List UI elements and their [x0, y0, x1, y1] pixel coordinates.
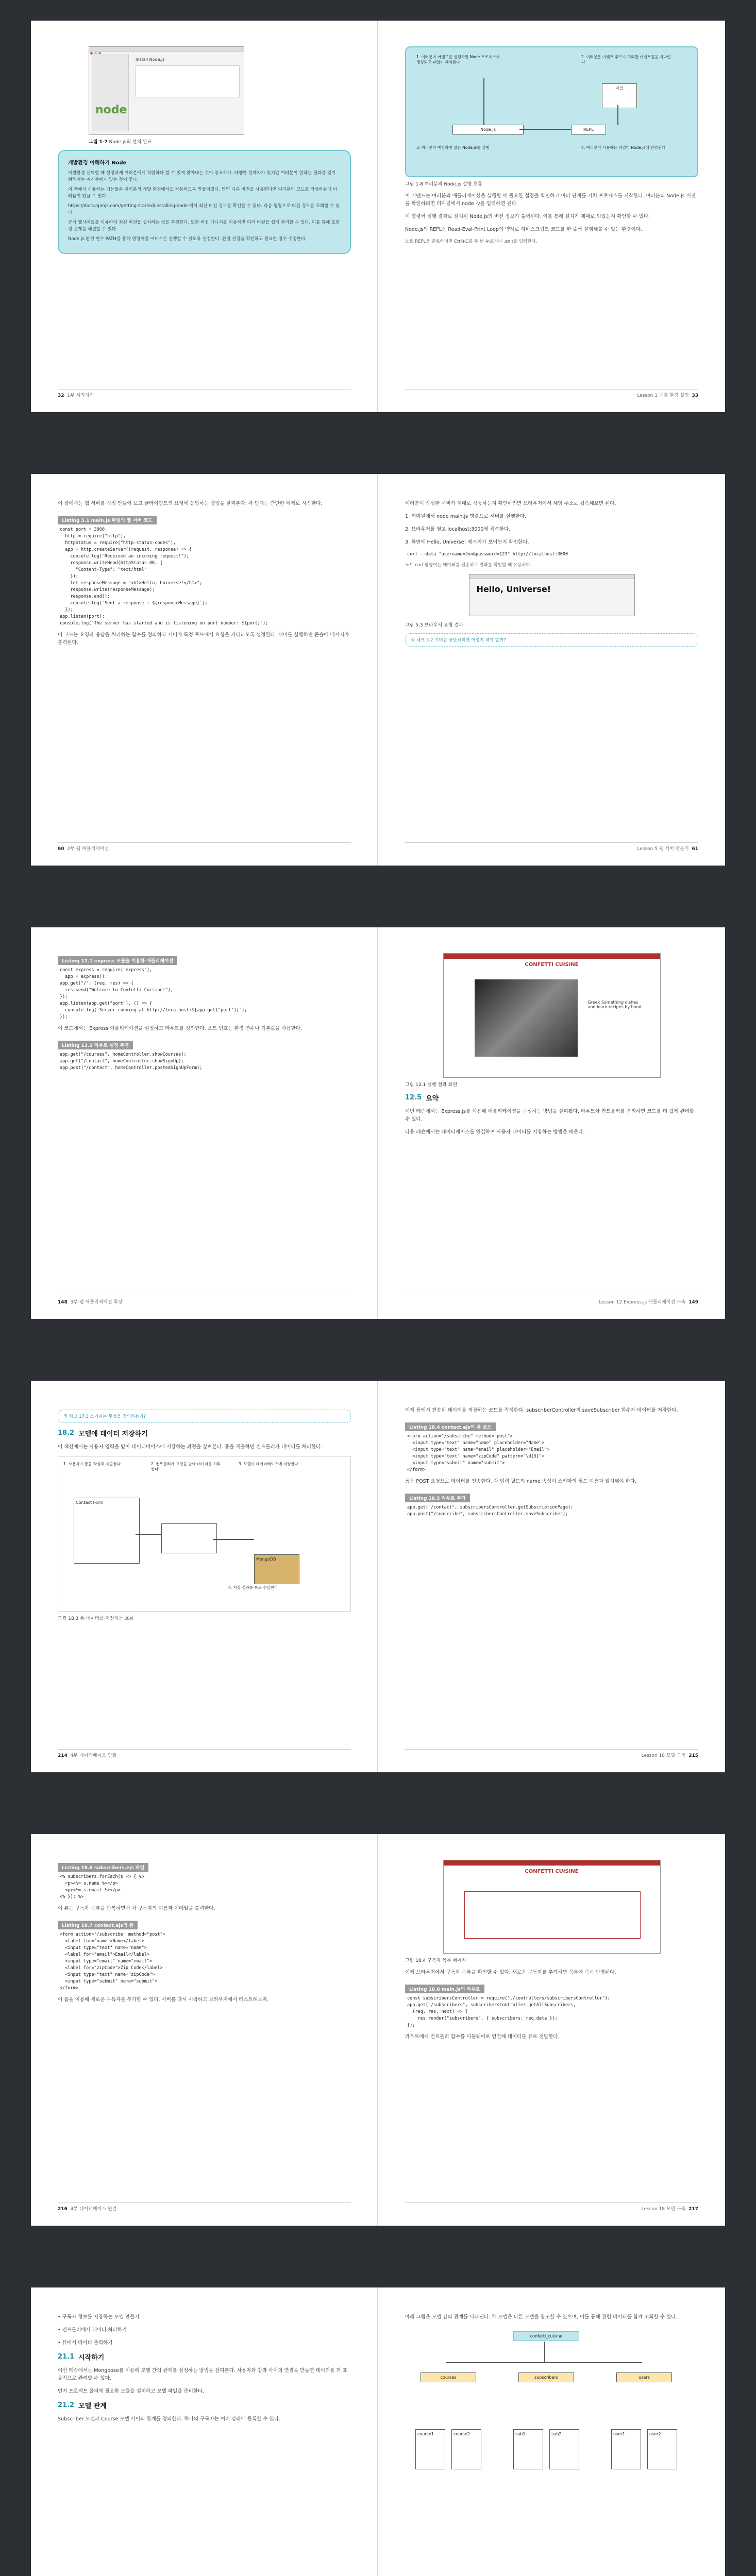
page-footer: [405, 842, 698, 852]
listing-header: [405, 1494, 470, 1502]
listing-title: 라우트 설정 추가: [94, 1043, 129, 1048]
code-listing: const subscribersController = require("./controllers/subscribersController"); app.get("/subscribers", subscribersController.getAllSubscribers, (req, res, next) => { res.render("subscribers", { subscribers: req.data }); });: [407, 1996, 611, 2028]
diagram-step-1: 1. 여러분이 커맨드를 실행하면 Node 프로세스가 생성되고 파일이 해석된다: [416, 55, 500, 64]
section-number: 12.5: [405, 1094, 422, 1101]
page-number: 61: [692, 846, 698, 852]
body-paragraph: 이 코드는 요청과 응답을 처리하는 함수를 정의하고 서버가 특정 포트에서 요청을 기다리도록 설정한다. 서버를 실행하면 콘솔에 메시지가 출력된다.: [58, 632, 349, 646]
installer-title: Install Node.js: [136, 57, 165, 62]
listing-header: [405, 1985, 484, 1993]
page-252: [31, 2287, 378, 2576]
diagram-step-3: 3. 여러분이 예상하지 않은 Node.js를 실행: [416, 145, 490, 150]
execution-diagram: [405, 46, 698, 177]
running-head: 3부 웹 애플리케이션 확장: [70, 1300, 123, 1305]
listing-label: Listing 12.2: [62, 1043, 93, 1048]
code-listing: app.get("/contact", subscribersController.getSubscriptionPage); app.post("/subscribe", subscribersController.saveSubscriber);: [407, 1505, 574, 1517]
section-title: 시작하기: [78, 2354, 105, 2362]
diagram-box-repl: REPL: [571, 125, 606, 134]
bullet-text: 뷰에서 데이터 출력하기: [62, 2340, 113, 2346]
step-item: 3. 화면에 Hello, Universe! 메시지가 보이는지 확인한다.: [405, 539, 529, 545]
body-paragraph: 이제 브라우저에서 구독자 목록을 확인할 수 있다. 새로운 구독자를 추가하면 목록에 즉시 반영된다.: [405, 1970, 616, 1975]
section-number: 18.2: [58, 1429, 75, 1437]
diagram-db: MongoDB: [254, 1554, 299, 1584]
page-214: [31, 1381, 378, 1772]
section-title: 모델에 데이터 저장하기: [78, 1430, 148, 1438]
tree-leaf: course2: [451, 2429, 481, 2469]
page-216: [31, 1834, 378, 2226]
bullet-item: • 컨트롤러에서 데이터 처리하기: [58, 2327, 127, 2333]
running-head: 1부 시작하기: [67, 393, 94, 398]
note: 노트 curl 명령어는 데이터를 전송하고 결과를 확인할 때 유용하다.: [405, 563, 532, 568]
page-number: 216: [58, 2207, 68, 2212]
info-box: [58, 150, 351, 254]
listing-title: subscribers.ejs 파일: [94, 1866, 145, 1871]
spread-2: [31, 474, 725, 866]
page-footer: [58, 842, 351, 852]
tree-leaf: course1: [415, 2429, 445, 2469]
bullet-text: 구독자 정보를 저장하는 모델 만들기: [62, 2314, 140, 2320]
diagram-step-1: 1. 사용자가 폼을 작성해 제출한다: [63, 1462, 121, 1466]
page-number: 60: [58, 846, 64, 852]
running-head: 4부 데이터베이스 연결: [70, 2207, 117, 2212]
page-32: [31, 21, 378, 412]
command-line: curl --data "username=Jon&password=123" http://localhost:3000: [407, 552, 568, 557]
bullet-text: 컨트롤러에서 데이터 처리하기: [62, 2327, 127, 2333]
section-title: 모델 관계: [78, 2402, 107, 2410]
spread-4: [31, 1381, 725, 1772]
tree-leaf: sub2: [549, 2429, 579, 2469]
page-footer: [405, 2202, 698, 2212]
body-paragraph: 이제 폼에서 전송된 데이터를 저장하는 코드를 작성한다. subscriberController의 saveSubscriber 함수가 데이터를 저장한다.: [405, 1408, 678, 1413]
info-paragraph: 개발환경 선택할 때 설정하게 여러분에게 적합하다 할 수 있게 찾아내는 것이 중요하다. 다양한 선택지가 있지만 여러분이 원하는 결과를 얻기 위해서는 여러분에게 맞는 것이 좋다.: [68, 171, 336, 182]
listing-label: Listing 18.8: [409, 1987, 440, 1992]
body-paragraph: 폼은 POST 요청으로 데이터를 전송한다. 각 입력 필드의 name 속성이 스키마의 필드 이름과 일치해야 한다.: [405, 1479, 637, 1484]
body-paragraph: 여러분이 작성한 서버가 제대로 작동하는지 확인하려면 브라우저에서 해당 주소로 접속해보면 된다.: [405, 501, 616, 506]
site-title: CONFETTI CUISINE: [525, 962, 579, 968]
listing-title: main.js의 라우트: [441, 1987, 480, 1992]
section-heading: [58, 1428, 351, 1438]
page-number: 32: [58, 393, 64, 398]
info-paragraph: Node.js 환경 변수 PATH를 통해 명령어를 어디서든 실행할 수 있도록 설정한다. 환경 설정을 확인하고 필요한 경우 수정한다.: [68, 236, 307, 242]
section-number: 21.1: [58, 2353, 75, 2361]
bullet-item: • 구독자 정보를 저장하는 모델 만들기: [58, 2314, 140, 2320]
fig-caption: 그림 18.3 폼 데이터를 저장하는 흐름: [58, 1616, 134, 1621]
site-hero-image: [475, 979, 578, 1057]
page-number: 215: [688, 1753, 698, 1758]
spread-6: [31, 2287, 725, 2576]
diagram-step-2: 2. 컨트롤러가 요청을 받아 데이터를 처리한다: [151, 1462, 221, 1471]
page-60: [31, 474, 378, 866]
step-item: 1. 터미널에서 node main.js 명령으로 서버를 실행한다.: [405, 514, 527, 519]
listing-label: Listing 18.7: [62, 1923, 93, 1928]
section-heading: [405, 1093, 698, 1103]
quick-check: 퀵 체크 17.3 스키마는 무엇을 정의하는가?: [58, 1410, 351, 1423]
page-footer: [405, 1749, 698, 1759]
page-footer: [58, 1749, 351, 1759]
bullet-item: • 뷰에서 데이터 출력하기: [58, 2340, 113, 2346]
section-heading: [58, 2400, 351, 2410]
running-head: Lesson 5 웹 서버 만들기: [637, 846, 689, 852]
running-head: Lesson 1 개발 환경 설정: [637, 393, 689, 398]
body-paragraph: 이 뷰는 구독자 목록을 반복하면서 각 구독자의 이름과 이메일을 출력한다.: [58, 1906, 215, 1911]
section-title: 요약: [426, 1095, 439, 1103]
page-footer: [58, 2202, 351, 2212]
fig-caption: 그림 5.3 브라우저 요청 결과: [405, 623, 463, 628]
info-paragraph: 이 책에서 사용하는 기능들은 여러분의 개발 환경에서도 작동하도록 만들어졌다. 만약 다른 버전을 사용한다면 여러분의 코드를 작성하는데 어려움이 있을 수 있다.: [68, 187, 338, 199]
model-tree-diagram: [405, 2326, 698, 2576]
data-flow-diagram: [58, 1456, 351, 1612]
page-footer: [405, 1296, 698, 1306]
installer-screenshot: [89, 46, 244, 135]
code-listing: <form action="/subscribe" method="post"> <label for="name">Name</label> <input type="text" name="name"> <label for="email">Email</label> <input type="email" name="email"> <label for="zipCode">Zip Code</label> <input type="text" name="zipCode"> <input type="submit" name="submit"> </form>: [60, 1932, 165, 1991]
listing-title: express 모듈을 이용한 애플리케이션: [94, 959, 174, 964]
page-number: 148: [58, 1300, 68, 1305]
running-head: Lesson 18 모델 구축: [641, 2207, 686, 2212]
info-box-title: 개발환경 이해하기 Node: [68, 160, 127, 166]
site-text: Greek Something dishes and learn recipes by hand.: [587, 1000, 643, 1009]
code-listing: const express = require("express"), app = express(); app.get("/", (req, res) => { res.send("Welcome to Confetti Cuisine!"); }); app.listen(app.get("port"), () => { console.log(`Server running at http://localhost:${app.get("port")}`); });: [60, 968, 247, 1020]
body-paragraph: 이 섹션에서는 사용자 입력을 받아 데이터베이스에 저장하는 과정을 살펴본다. 폼을 제출하면 컨트롤러가 데이터를 처리한다.: [58, 1444, 323, 1450]
spread-5: [31, 1834, 725, 2226]
tree-node: users: [616, 2372, 672, 2382]
listing-header: [58, 956, 177, 965]
spread-1: [31, 21, 725, 412]
code-listing: app.get("/courses", homeController.showCourses); app.get("/contact", homeController.showSignUp); app.post("/contact", homeController.postedSignUpForm);: [60, 1052, 203, 1071]
fig-caption: 그림 1-8 여러분의 Node.js 실행 흐름: [405, 182, 482, 187]
page-253: [378, 2287, 725, 2576]
page-number: 149: [688, 1300, 698, 1305]
page-215: [378, 1381, 725, 1772]
site-title: CONFETTI CUISINE: [525, 1869, 579, 1874]
page-footer: [405, 389, 698, 399]
listing-label: Listing 18.6: [62, 1866, 93, 1871]
fig-caption: 그림 12.1 실행 결과 화면: [405, 1082, 458, 1088]
page-148: [31, 927, 378, 1319]
listing-header: [58, 1041, 133, 1049]
info-paragraph: 공식 웹사이트를 이용하여 최신 버전을 설치하는 것을 추천한다. 또한 버전 매니저를 이용하면 여러 버전을 쉽게 관리할 수 있다. 이를 통해 호환성 문제를 해결할 수 있다.: [68, 220, 340, 232]
tree-leaf: sub1: [513, 2429, 543, 2469]
body-paragraph: 이 장에서는 웹 서버를 직접 만들어 보고 클라이언트의 요청에 응답하는 방법을 살펴본다. 각 단계는 간단한 예제로 시작한다.: [58, 501, 323, 506]
browser-screenshot: Hello, Universe!: [469, 574, 635, 616]
diagram-step-3: 3. 모델이 데이터베이스에 저장한다: [239, 1462, 298, 1466]
listing-header: [58, 1863, 148, 1872]
body-paragraph: 이번 레슨에서는 Express.js를 이용해 애플리케이션을 구성하는 방법을 살펴봤다. 라우트와 컨트롤러를 분리하면 코드를 더 쉽게 관리할 수 있다.: [405, 1109, 695, 1122]
page-footer: [58, 1296, 351, 1306]
page-number: 217: [688, 2207, 698, 2212]
fig-caption: 그림 18.4 구독자 목록 페이지: [405, 1958, 466, 1963]
code-listing: <form action="/subscribe" method="post"> <input type="text" name="name" placeholder="Name"> <input type="text" name="email" placeholder="Email"> <input type="text" name="zipCode" pattern="\d{5}"> <input type="submit" name="submit"> </form>: [407, 1434, 550, 1472]
body-paragraph: 아래 그림은 모델 간의 관계를 나타낸다. 각 모델은 다른 모델을 참조할 수 있으며, 이를 통해 관련 데이터를 함께 조회할 수 있다.: [405, 2314, 678, 2320]
listing-label: Listing 18.5: [409, 1496, 440, 1501]
body-paragraph: Subscriber 모델과 Course 모델 사이의 관계를 정의한다. 하나의 구독자는 여러 강좌에 등록할 수 있다.: [58, 2416, 280, 2422]
listing-title: 라우트 추가: [441, 1496, 466, 1501]
listing-header: [58, 1921, 138, 1929]
running-head: 4부 데이터베이스 연결: [70, 1753, 117, 1758]
body-paragraph: 이 폼을 이용해 새로운 구독자를 추가할 수 있다. 서버를 다시 시작하고 브라우저에서 테스트해보자.: [58, 1997, 269, 2003]
listing-header: [58, 516, 157, 524]
listing-title: contact.ejs의 폼 코드: [441, 1425, 492, 1430]
quick-check: 퀵 체크 5.2 서버를 중단하려면 어떻게 해야 할까?: [405, 633, 698, 647]
step-item: 2. 브라우저를 열고 localhost:3000에 접속한다.: [405, 527, 511, 532]
diagram-box-node: Node.js: [452, 125, 524, 134]
website-screenshot: [443, 1860, 661, 1954]
page-149: [378, 927, 725, 1319]
code-listing: <% subscribers.forEach(s => { %> <p><%= s.name %></p> <p><%= s.email %></p> <% }); %>: [60, 1874, 144, 1900]
fig-caption: Node.js의 설치 완료: [109, 140, 152, 145]
tree-node: courses: [421, 2372, 476, 2382]
tree-node: subscribers: [518, 2372, 574, 2382]
body-paragraph: 이번 레슨에서는 Mongoose를 이용해 모델 간의 관계를 설정하는 방법을 살펴본다. 사용자와 강좌 사이의 연결을 만들면 데이터를 더 효율적으로 관리할 수 있다.: [58, 2368, 347, 2381]
tree-root: confetti_cuisine: [513, 2331, 579, 2341]
page-footer: [58, 389, 351, 399]
diagram-form: Contact Form: [74, 1498, 140, 1564]
page-33: [378, 21, 725, 412]
running-head: 2부 웹 애플리케이션: [67, 846, 109, 852]
node-logo: node: [95, 104, 127, 116]
diagram-box-file: 파일: [602, 83, 637, 108]
listing-title: contact.ejs의 폼: [94, 1923, 134, 1928]
listing-header: [405, 1422, 496, 1431]
listing-title: main.js 파일의 웹 서버 코드: [91, 518, 153, 523]
diagram-controller: [161, 1523, 217, 1553]
tree-leaf: user2: [647, 2429, 677, 2469]
page-number: 214: [58, 1753, 68, 1758]
tree-leaf: user1: [611, 2429, 641, 2469]
running-head: Lesson 12 Express.js 애플리케이션 구축: [598, 1300, 686, 1305]
running-head: Lesson 18 모델 구축: [641, 1753, 686, 1758]
section-number: 21.2: [58, 2401, 75, 2409]
code-listing: const port = 3000, http = require("http"), httpStatus = require("http-status-codes"), app = http.createServer((request, response) => { console.log("Received an incoming request!"); response.writeHead(httpStatus.OK, { "Content-Type": "text/html" }); let responseMessage = "<h1>Hello, Universe!</h1>"; response.write(responseMessage); response.end(); console.log(`Sent a response : ${responseMessage}`); }); app.listen(port); console.log(`The server has started and is listening on port number: ${port}`);: [60, 527, 268, 626]
section-heading: [58, 2352, 351, 2362]
page-61: [378, 474, 725, 866]
listing-label: Listing 5.1: [62, 518, 90, 523]
listing-label: Listing 18.4: [409, 1425, 440, 1430]
diagram-step-2: 2. 여러분은 이벤트 루프가 처리할 이벤트들을 기다린다: [581, 55, 671, 64]
body-paragraph: Node.js의 REPL은 Read-Eval-Print Loop의 약자로 자바스크립트 코드를 한 줄씩 실행해볼 수 있는 환경이다.: [405, 227, 642, 232]
website-screenshot: [443, 953, 661, 1078]
body-paragraph: 먼저 프로젝트 폴더에 필요한 모듈을 설치하고 모델 파일을 준비한다.: [58, 2388, 205, 2394]
fig-label: 그림 1-7: [89, 140, 108, 145]
diagram-step-4: 4. 저장 결과를 뷰로 전달한다: [228, 1585, 278, 1590]
listing-label: Listing 12.1: [62, 959, 93, 964]
diagram-step-4: 4. 여러분이 사용하는 파일이 Node.js에 반영된다: [581, 145, 665, 150]
body-paragraph: 다음 레슨에서는 데이터베이스를 연결하여 사용자 데이터를 저장하는 방법을 배운다.: [405, 1129, 585, 1135]
body-paragraph: 라우트에서 컨트롤러 함수를 미들웨어로 연결해 데이터를 뷰로 전달한다.: [405, 2034, 560, 2040]
body-paragraph: 이 커맨드는 여러분의 애플리케이션을 실행할 때 필요한 설정을 확인하고 여러 단계를 거쳐 프로세스를 시작한다. 여러분의 Node.js 버전을 확인하려면 터미널에서 node -v를 입력하면 된다.: [405, 193, 696, 207]
info-paragraph: https://docs.npmjs.com/getting-started/installing-node 에서 최신 버전 정보를 확인할 수 있다. 다음 명령으로 버전 정보를 조회할 수 있다.: [68, 204, 340, 215]
page-number: 33: [692, 393, 698, 398]
note: 노트 REPL을 종료하려면 Ctrl+C를 두 번 누르거나 .exit를 입력한다.: [405, 239, 537, 244]
body-paragraph: 이 코드에서는 Express 애플리케이션을 설정하고 라우트를 정의한다. 포트 번호는 환경 변수나 기본값을 사용한다.: [58, 1026, 302, 1031]
spread-3: [31, 927, 725, 1319]
body-paragraph: 이 명령어 실행 결과로 설치된 Node.js의 버전 정보가 출력된다. 이를 통해 설치가 제대로 되었는지 확인할 수 있다.: [405, 214, 650, 219]
page-217: [378, 1834, 725, 2226]
